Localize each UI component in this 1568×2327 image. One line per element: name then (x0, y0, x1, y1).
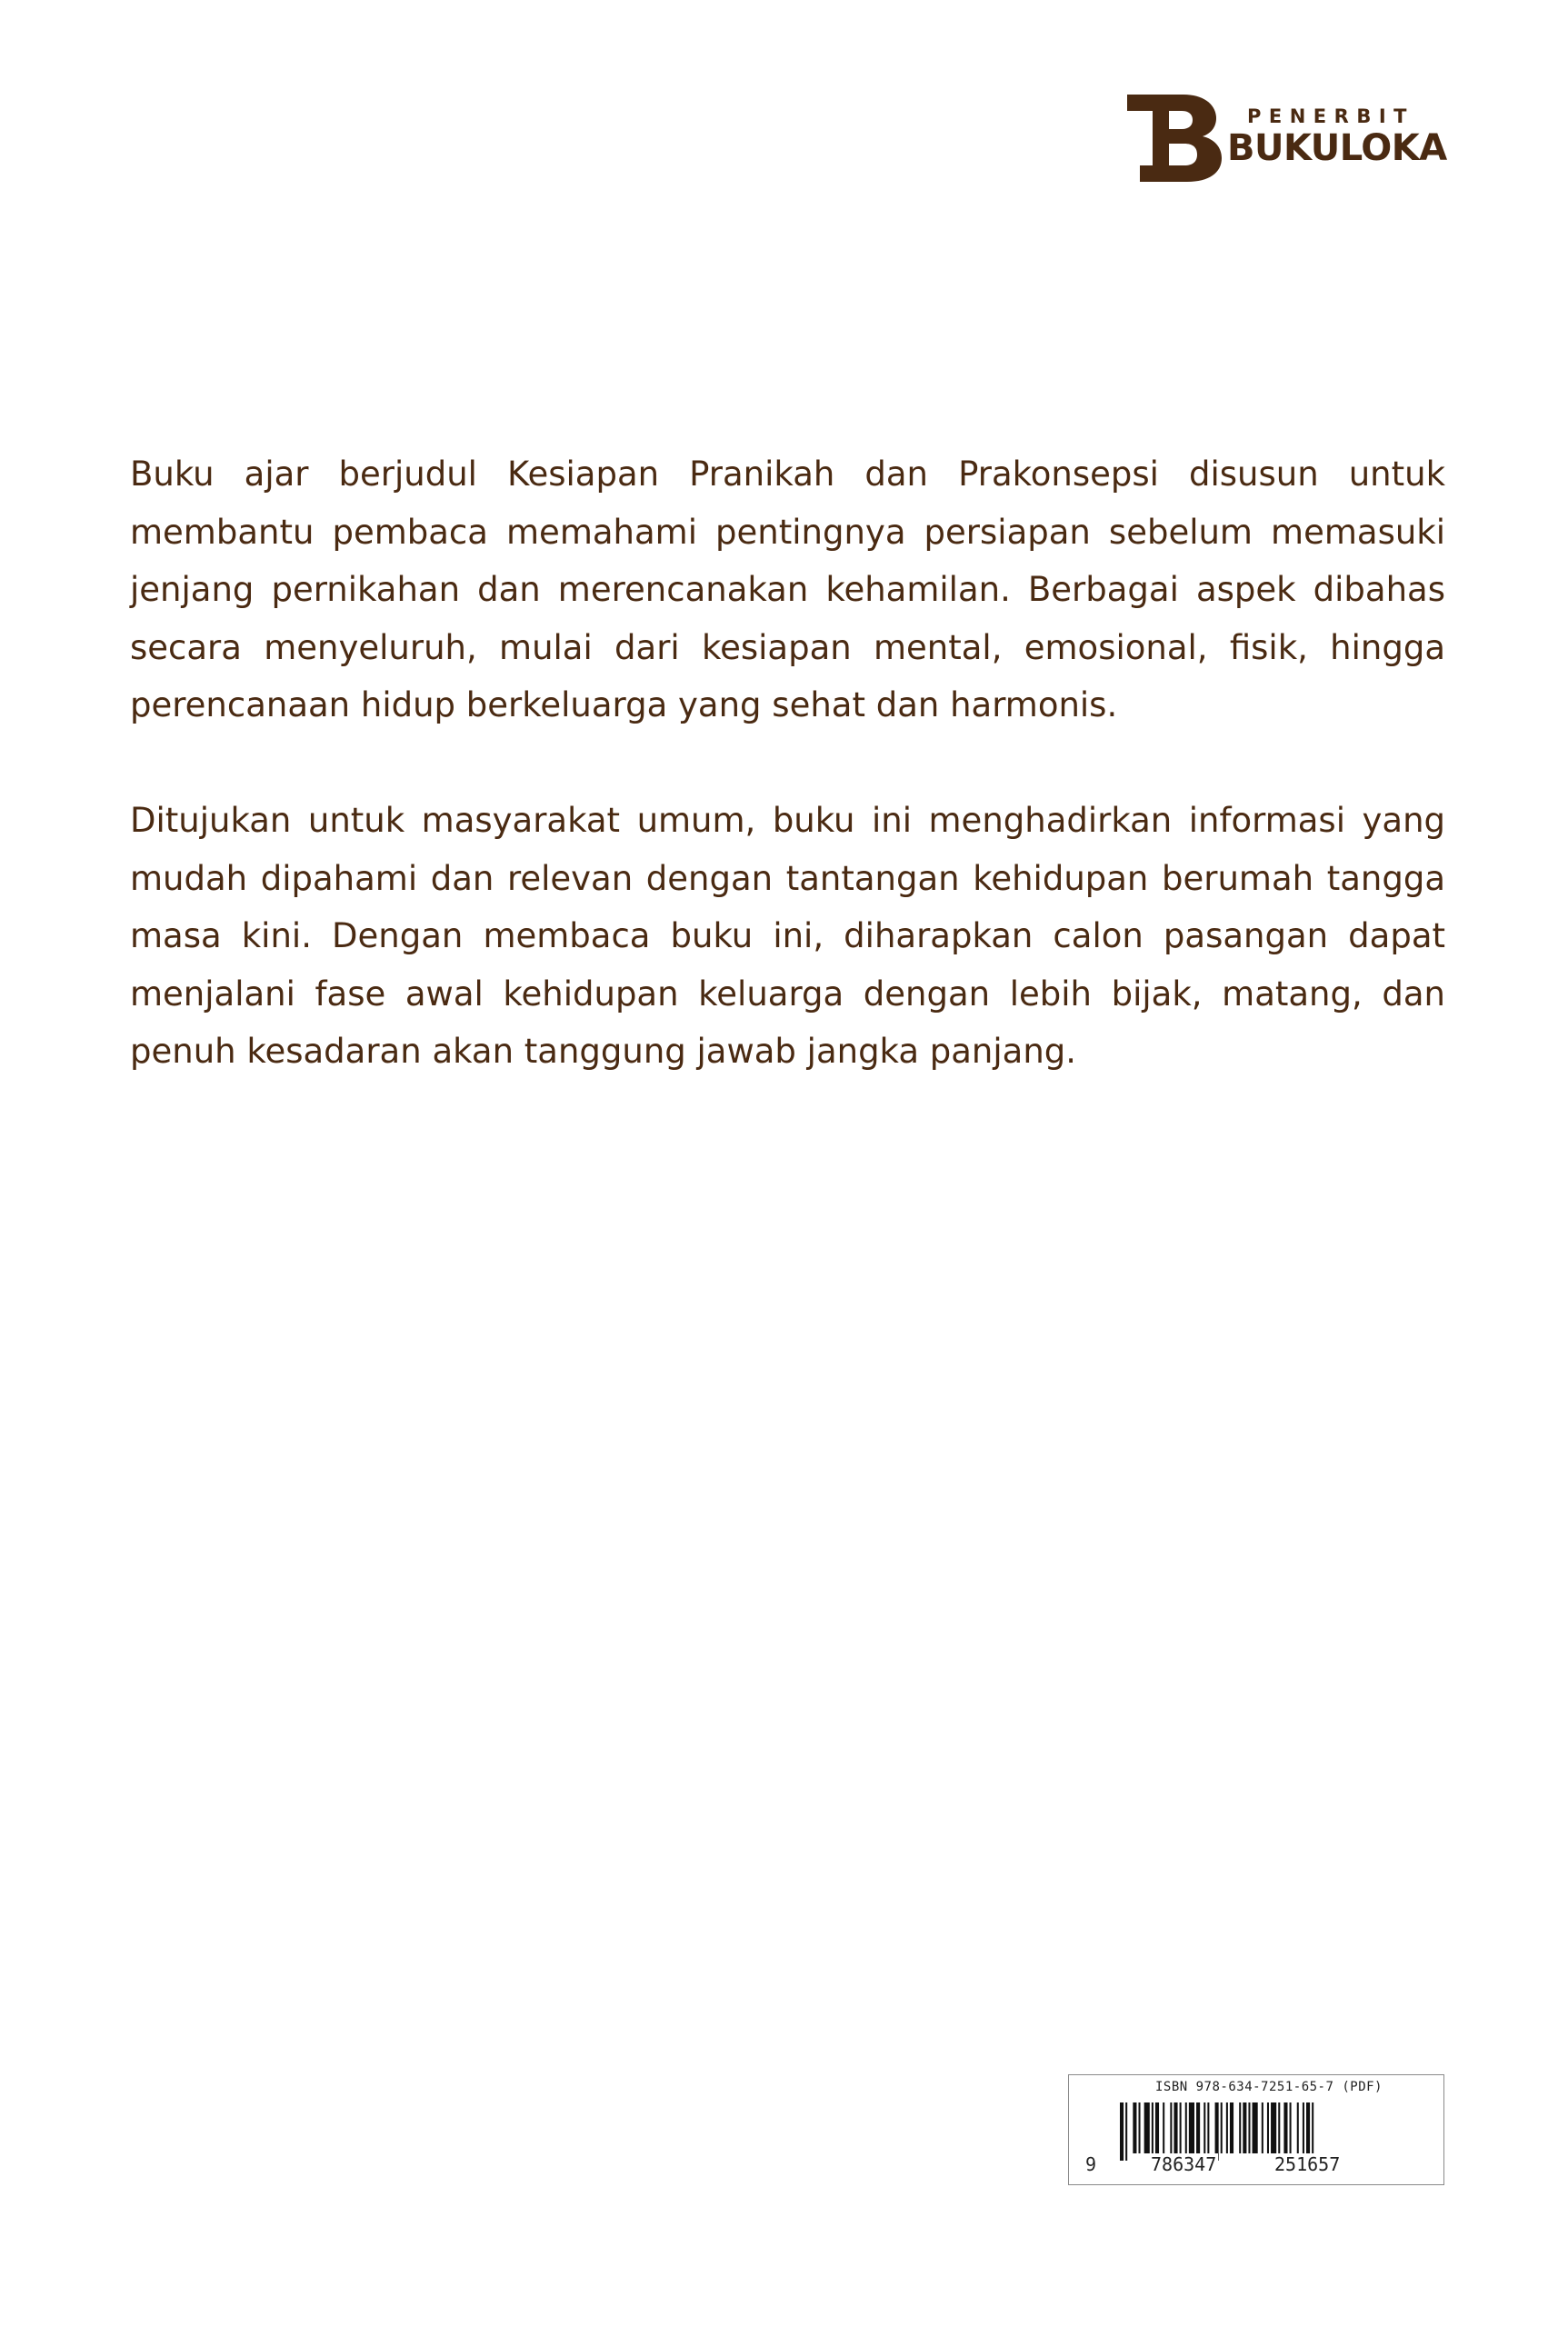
barcode-bar (1180, 2102, 1182, 2153)
barcode-bar (1189, 2102, 1194, 2153)
back-cover-blurb (130, 445, 1445, 1138)
barcode-bar (1174, 2102, 1177, 2153)
barcode-bar (1120, 2102, 1124, 2161)
logo-publisher-label: PENERBIT (1247, 105, 1414, 127)
publisher-logo (1127, 95, 1454, 185)
barcode-bar (1215, 2102, 1219, 2161)
barcode-bar (1155, 2102, 1159, 2153)
barcode-bar (1278, 2102, 1280, 2153)
barcode-bar (1253, 2102, 1258, 2153)
barcode-bar (1297, 2102, 1299, 2153)
barcode-lead-digit: 9 (1085, 2153, 1097, 2175)
barcode-bar (1283, 2102, 1287, 2153)
barcode-digits-left: 786347 (1151, 2153, 1217, 2175)
barcode-bar (1207, 2102, 1209, 2161)
barcode-bar (1271, 2102, 1276, 2153)
barcode-bar (1290, 2102, 1292, 2153)
blurb-paragraph-2: Ditujukan untuk masyarakat umum, buku ini menghadirkan informasi yang mudah dipahami dan relevan dengan tantangan kehidupan berumah tangga masa kini. Dengan membaca buku ini, diharapkan calon pasangan dapat menjalani fase awal kehidupan keluarga dengan lebih bijak, matang, dan penuh kesadaran akan tanggung jawab jangka panjang. (130, 801, 1445, 1071)
barcode-bar (1221, 2102, 1223, 2153)
blurb-paragraph-1: Buku ajar berjudul Kesiapan Pranikah dan Prakonsepsi disusun untuk membantu pembaca memahami pentingnya persiapan sebelum memasuki jenjang pernikahan dan merencanakan kehamilan. Berbagai aspek dibahas secara menyeluruh, mulai dari kesiapan mental, emosional, fisik, hingga perencanaan hidup berkeluarga yang sehat dan harmonis. (130, 454, 1445, 724)
isbn-barcode (1068, 2074, 1444, 2185)
barcode-bar (1163, 2102, 1164, 2153)
barcode-bar (1230, 2102, 1233, 2153)
barcode-bar (1303, 2102, 1304, 2153)
barcode-bar (1226, 2102, 1228, 2153)
barcode-bar (1267, 2102, 1269, 2153)
isbn-label: ISBN 978-634-7251-65-7 (PDF) (1154, 2080, 1383, 2094)
barcode-bar (1152, 2102, 1154, 2153)
barcode-bar (1125, 2102, 1127, 2161)
barcode-bar (1248, 2102, 1250, 2153)
barcode-bar (1144, 2102, 1150, 2153)
barcode-bar (1139, 2102, 1141, 2153)
barcode-bar (1306, 2102, 1310, 2153)
barcode-bar (1243, 2102, 1246, 2153)
barcode-digits-right: 251657 (1274, 2153, 1341, 2175)
barcode-bar (1239, 2102, 1241, 2153)
barcode-bar (1185, 2102, 1187, 2153)
barcode-bar (1170, 2102, 1172, 2153)
barcode-bar (1133, 2102, 1136, 2153)
logo-publisher-name: BUKULOKA (1227, 127, 1447, 169)
barcode-bar (1203, 2102, 1205, 2153)
barcode-bars (1118, 2102, 1391, 2161)
logo-b-icon (1127, 95, 1223, 182)
barcode-bar (1196, 2102, 1200, 2153)
barcode-bar (1262, 2102, 1263, 2153)
barcode-bar (1312, 2102, 1313, 2153)
